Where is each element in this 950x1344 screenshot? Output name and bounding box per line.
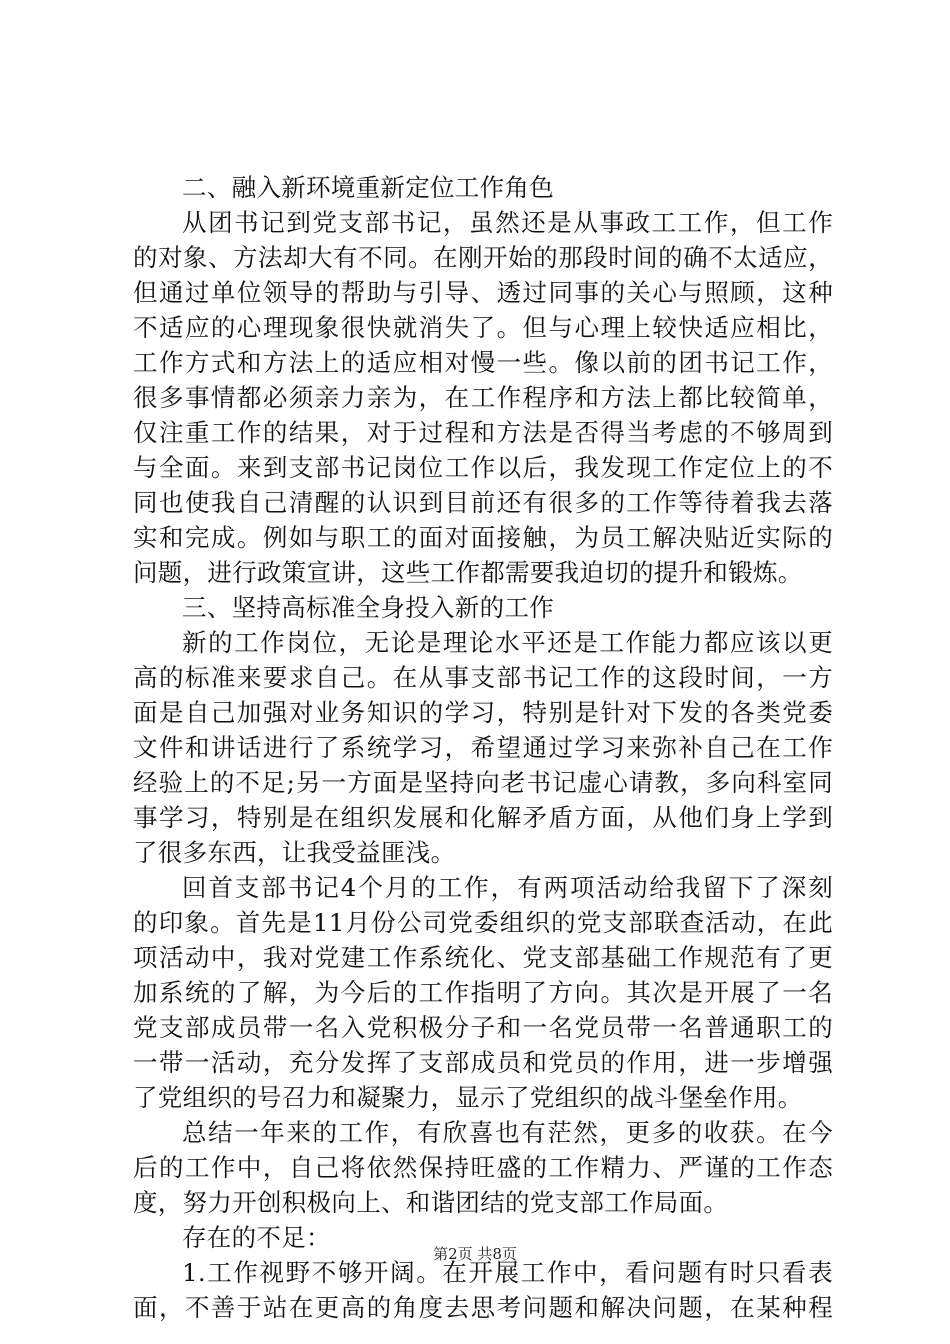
- text-line: 一带一活动，充分发挥了支部成员和党员的作用，进一步增强: [133, 1048, 833, 1077]
- text-line: 新的工作岗位，无论是理论水平还是工作能力都应该以更: [182, 628, 833, 657]
- text-line: 总结一年来的工作，有欣喜也有茫然，更多的收获。在今: [182, 1118, 833, 1147]
- text-line: 与全面。来到支部书记岗位工作以后，我发现工作定位上的不: [133, 453, 833, 482]
- text-line: 的对象、方法却大有不同。在刚开始的那段时间的确不太适应，: [133, 243, 833, 272]
- text-line: 从团书记到党支部书记，虽然还是从事政工工作，但工作: [182, 208, 833, 237]
- text-line: 后的工作中，自己将依然保持旺盛的工作精力、严谨的工作态: [133, 1153, 833, 1182]
- text-line: 1.工作视野不够开阔。在开展工作中，看问题有时只看表: [182, 1258, 833, 1287]
- text-line: 文件和讲话进行了系统学习，希望通过学习来弥补自己在工作: [133, 733, 833, 762]
- text-line: 度，努力开创积极向上、和谐团结的党支部工作局面。: [133, 1188, 729, 1217]
- text-line: 存在的不足：: [182, 1223, 331, 1252]
- text-line: 面是自己加强对业务知识的学习，特别是针对下发的各类党委: [133, 698, 833, 727]
- text-line: 很多事情都必须亲力亲为，在工作程序和方法上都比较简单，: [133, 383, 833, 412]
- text-line: 问题，进行政策宣讲，这些工作都需要我迫切的提升和锻炼。: [133, 558, 803, 587]
- text-line: 仅注重工作的结果，对于过程和方法是否得当考虑的不够周到: [133, 418, 833, 447]
- text-line: 同也使我自己清醒的认识到目前还有很多的工作等待着我去落: [133, 488, 833, 517]
- text-line: 三、坚持高标准全身投入新的工作: [182, 593, 554, 622]
- text-line: 二、融入新环境重新定位工作角色: [182, 173, 554, 202]
- text-line: 项活动中，我对党建工作系统化、党支部基础工作规范有了更: [133, 943, 833, 972]
- text-line: 事学习，特别是在组织发展和化解矛盾方面，从他们身上学到: [133, 803, 833, 832]
- text-line: 的印象。首先是11月份公司党委组织的党支部联查活动，在此: [133, 908, 833, 937]
- text-line: 党支部成员带一名入党积极分子和一名党员带一名普通职工的: [133, 1013, 833, 1042]
- text-line: 实和完成。例如与职工的面对面接触，为员工解决贴近实际的: [133, 523, 833, 552]
- text-line: 了党组织的号召力和凝聚力，显示了党组织的战斗堡垒作用。: [133, 1083, 803, 1112]
- text-line: 加系统的了解，为今后的工作指明了方向。其次是开展了一名: [133, 978, 833, 1007]
- page-footer: 第2页 共8页: [433, 1245, 517, 1263]
- text-line: 不适应的心理现象很快就消失了。但与心理上较快适应相比，: [133, 313, 833, 342]
- text-line: 回首支部书记4个月的工作，有两项活动给我留下了深刻: [182, 873, 833, 902]
- text-line: 工作方式和方法上的适应相对慢一些。像以前的团书记工作，: [133, 348, 833, 377]
- text-line: 高的标准来要求自己。在从事支部书记工作的这段时间，一方: [133, 663, 833, 692]
- text-line: 经验上的不足;另一方面是坚持向老书记虚心请教，多向科室同: [133, 768, 833, 797]
- text-line: 了很多东西，让我受益匪浅。: [133, 838, 456, 867]
- text-line: 但通过单位领导的帮助与引导、透过同事的关心与照顾，这种: [133, 278, 833, 307]
- text-line: 面，不善于站在更高的角度去思考问题和解决问题，在某种程: [133, 1293, 833, 1322]
- document-body: [133, 170, 833, 1325]
